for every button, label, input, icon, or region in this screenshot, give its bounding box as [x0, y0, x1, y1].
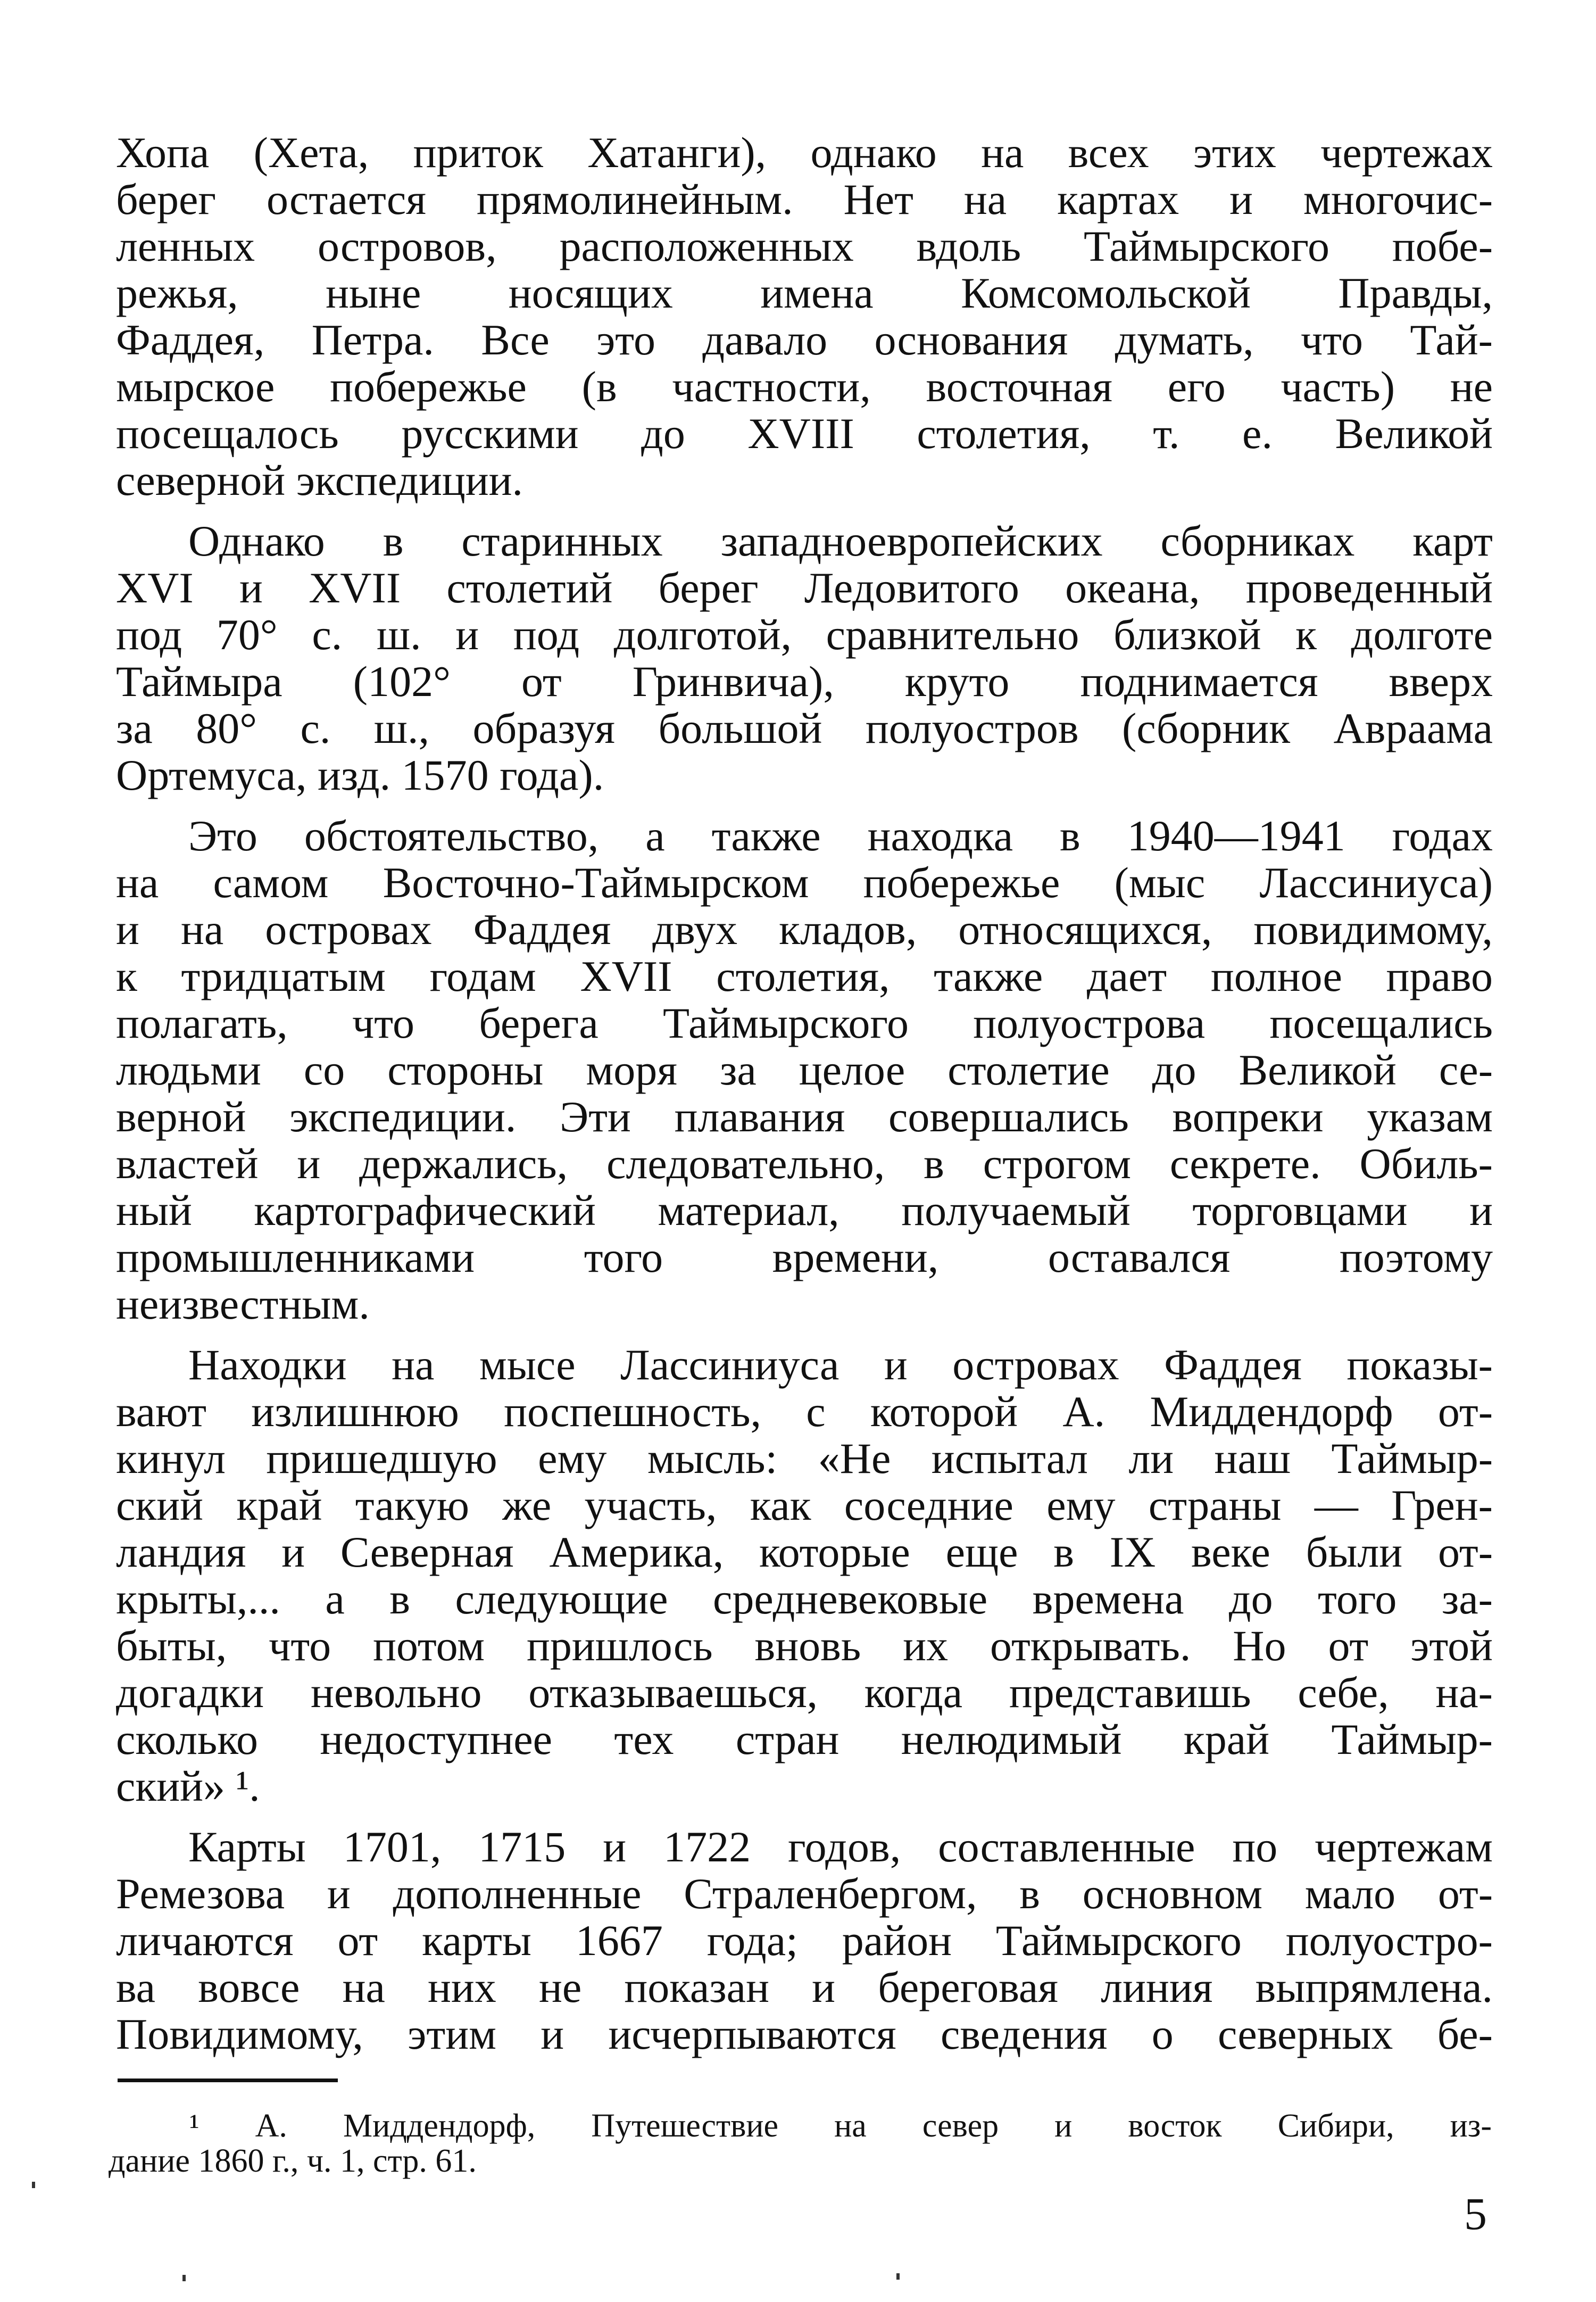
- text-line: вают излишнюю поспешность, с которой А. Миддендорф от-: [116, 1387, 1493, 1436]
- text-line: Ортемуса, изд. 1570 года).: [116, 751, 604, 799]
- paragraph-1: [116, 129, 1493, 504]
- text-line: верной экспедиции. Эти плавания совершались вопреки указам: [116, 1092, 1493, 1141]
- text-line: Находки на мысе Лассиниуса и островах Фаддея показы-: [188, 1340, 1493, 1389]
- scan-speck: [32, 2182, 35, 2188]
- text-line: ный картографический материал, получаемый торговцами и: [116, 1186, 1493, 1235]
- text-line: за 80° с. ш., образуя большой полуостров (сборник Авраама: [116, 704, 1493, 752]
- text-line: и на островах Фаддея двух кладов, относящихся, повидимому,: [116, 905, 1493, 954]
- text-line: неизвестным.: [116, 1280, 370, 1328]
- text-line: Ремезова и дополненные Страленбергом, в основном мало от-: [116, 1869, 1493, 1918]
- text-line: ленных островов, расположенных вдоль Таймырского побе-: [116, 222, 1493, 270]
- text-line: на самом Восточно-Таймырском побережье (мыс Лассиниуса): [116, 858, 1493, 907]
- scan-speck: [182, 2275, 186, 2281]
- text-line: Однако в старинных западноевропейских сборниках карт: [188, 517, 1493, 565]
- text-line: ва вовсе на них не показан и береговая линия выпрямлена.: [116, 1963, 1493, 2011]
- text-line: Таймыра (102° от Гринвича), круто поднимается вверх: [116, 657, 1493, 706]
- text-line: людьми со стороны моря за целое столетие до Великой се-: [116, 1046, 1493, 1094]
- text-line: режья, ныне носящих имена Комсомольской Правды,: [116, 269, 1493, 317]
- paragraph-2: [116, 518, 1493, 799]
- text-line: полагать, что берега Таймырского полуострова посещались: [116, 999, 1493, 1047]
- text-line: Фаддея, Петра. Все это давало основания думать, что Тай-: [116, 316, 1493, 364]
- text-line: властей и держались, следовательно, в строгом секрете. Обиль-: [116, 1139, 1493, 1188]
- scan-speck: [896, 2273, 900, 2280]
- paragraph-4: [116, 1342, 1493, 1810]
- footnote-line: ¹ А. Миддендорф, Путешествие на север и восток Сибири, из-: [189, 2108, 1492, 2144]
- text-line: под 70° с. ш. и под долготой, сравнительно близкой к долготе: [116, 610, 1493, 659]
- footnote-line: дание 1860 г., ч. 1, стр. 61.: [109, 2143, 477, 2179]
- text-line: ландия и Северная Америка, которые еще в IX веке были от-: [116, 1528, 1493, 1576]
- paragraph-3: [116, 813, 1493, 1328]
- text-line: Повидимому, этим и исчерпываются сведения о северных бе-: [116, 2010, 1493, 2058]
- text-line: Карты 1701, 1715 и 1722 годов, составленные по чертежам: [188, 1823, 1493, 1871]
- paragraph-5: [116, 1824, 1493, 2058]
- text-line: Хопа (Хета, приток Хатанги), однако на всех этих чертежах: [116, 128, 1493, 177]
- footnote-divider: [118, 2079, 338, 2082]
- text-line: догадки невольно отказываешься, когда представишь себе, на-: [116, 1668, 1493, 1717]
- text-line: северной экспедиции.: [116, 456, 523, 504]
- text-line: к тридцатым годам XVII столетия, также дает полное право: [116, 952, 1493, 1000]
- text-line: ский» ¹.: [116, 1762, 260, 1810]
- text-line: личаются от карты 1667 года; район Таймырского полуостро-: [116, 1916, 1493, 1965]
- text-line: кинул пришедшую ему мысль: «Не испытал ли наш Таймыр-: [116, 1434, 1493, 1483]
- text-line: Это обстоятельство, а также находка в 1940—1941 годах: [188, 812, 1493, 860]
- text-line: сколько недоступнее тех стран нелюдимый край Таймыр-: [116, 1715, 1493, 1763]
- text-line: ский край такую же участь, как соседние ему страны — Грен-: [116, 1481, 1493, 1529]
- text-line: крыты,... а в следующие средневековые времена до того за-: [116, 1575, 1493, 1623]
- text-line: быты, что потом пришлось вновь их открывать. Но от этой: [116, 1621, 1493, 1670]
- page-number: 5: [1464, 2188, 1487, 2239]
- text-line: посещалось русскими до XVIII столетия, т. е. Великой: [116, 409, 1493, 458]
- text-line: мырское побережье (в частности, восточная его часть) не: [116, 362, 1493, 411]
- footnote: [109, 2108, 1492, 2179]
- text-line: XVI и XVII столетий берег Ледовитого океана, проведенный: [116, 564, 1493, 612]
- text-line: берег остается прямолинейным. Нет на картах и многочис-: [116, 175, 1493, 223]
- text-line: промышленниками того времени, оставался поэтому: [116, 1233, 1493, 1281]
